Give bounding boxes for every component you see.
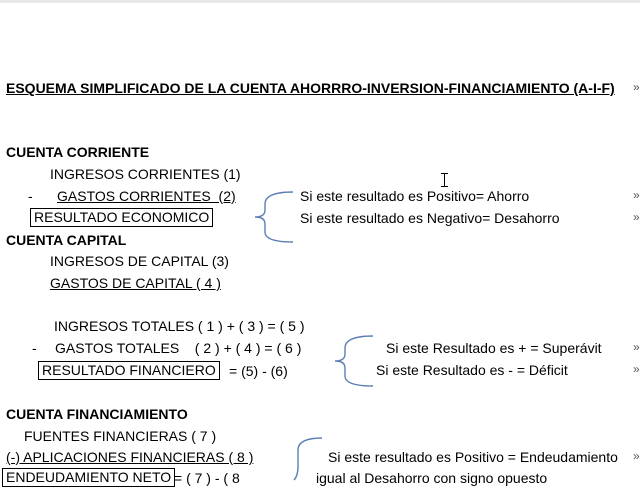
cut-off-glyph: »: [633, 449, 640, 463]
endeudamiento-neto-formula: = ( 7 ) - ( 8: [174, 470, 240, 486]
resultado-economico-box: RESULTADO ECONOMICO: [30, 208, 213, 227]
cut-off-glyph: »: [633, 80, 640, 94]
resultado-financiero-formula: = (5) - (6): [229, 363, 288, 379]
cut-off-glyph: »: [633, 340, 640, 354]
note-superavit: Si este Resultado es + = Superávit: [386, 340, 602, 356]
minus-sign: -: [28, 188, 33, 204]
aplicaciones-financieras: (-) APLICACIONES FINANCIERAS ( 8 ): [6, 449, 254, 465]
cut-off-glyph: »: [633, 188, 640, 202]
note-signo-opuesto: igual al Desahorro con signo opuesto: [316, 470, 548, 486]
cut-off-glyph: »: [633, 362, 640, 376]
brace-resultado-economico: [255, 190, 295, 245]
note-endeudamiento: Si este resultado es Positivo = Endeudamiento: [328, 449, 618, 465]
fuentes-financieras: FUENTES FINANCIERAS ( 7 ): [24, 428, 217, 444]
document-title: ESQUEMA SIMPLIFICADO DE LA CUENTA AHORRRO-INVERSION-FINANCIAMIENTO (A-I-F): [6, 80, 615, 96]
cuenta-corriente-heading: CUENTA CORRIENTE: [6, 144, 150, 160]
endeudamiento-neto-box: ENDEUDAMIENTO NETO: [2, 468, 175, 487]
note-ahorro: Si este resultado es Positivo= Ahorro: [300, 188, 530, 204]
note-deficit: Si este Resultado es - = Déficit: [376, 362, 568, 378]
gastos-capital: GASTOS DE CAPITAL ( 4 ): [50, 275, 221, 291]
gastos-corrientes: GASTOS CORRIENTES (2): [57, 188, 236, 204]
gastos-totales: GASTOS TOTALES ( 2 ) + ( 4 ) = ( 6 ): [55, 340, 302, 356]
minus-sign: -: [32, 340, 37, 356]
resultado-financiero-box: RESULTADO FINANCIERO: [38, 361, 220, 380]
top-border: [0, 0, 640, 3]
ingresos-capital: INGRESOS DE CAPITAL (3): [50, 253, 229, 269]
cuenta-capital-heading: CUENTA CAPITAL: [6, 232, 127, 248]
note-desahorro: Si este resultado es Negativo= Desahorro: [300, 210, 560, 226]
cut-off-glyph: »: [633, 210, 640, 224]
brace-resultado-financiero: [335, 334, 375, 389]
text-cursor-icon: [444, 173, 445, 187]
ingresos-corrientes: INGRESOS CORRIENTES (1): [50, 166, 241, 182]
ingresos-totales: INGRESOS TOTALES ( 1 ) + ( 3 ) = ( 5 ): [54, 318, 305, 334]
cuenta-financiamiento-heading: CUENTA FINANCIAMIENTO: [6, 406, 188, 422]
